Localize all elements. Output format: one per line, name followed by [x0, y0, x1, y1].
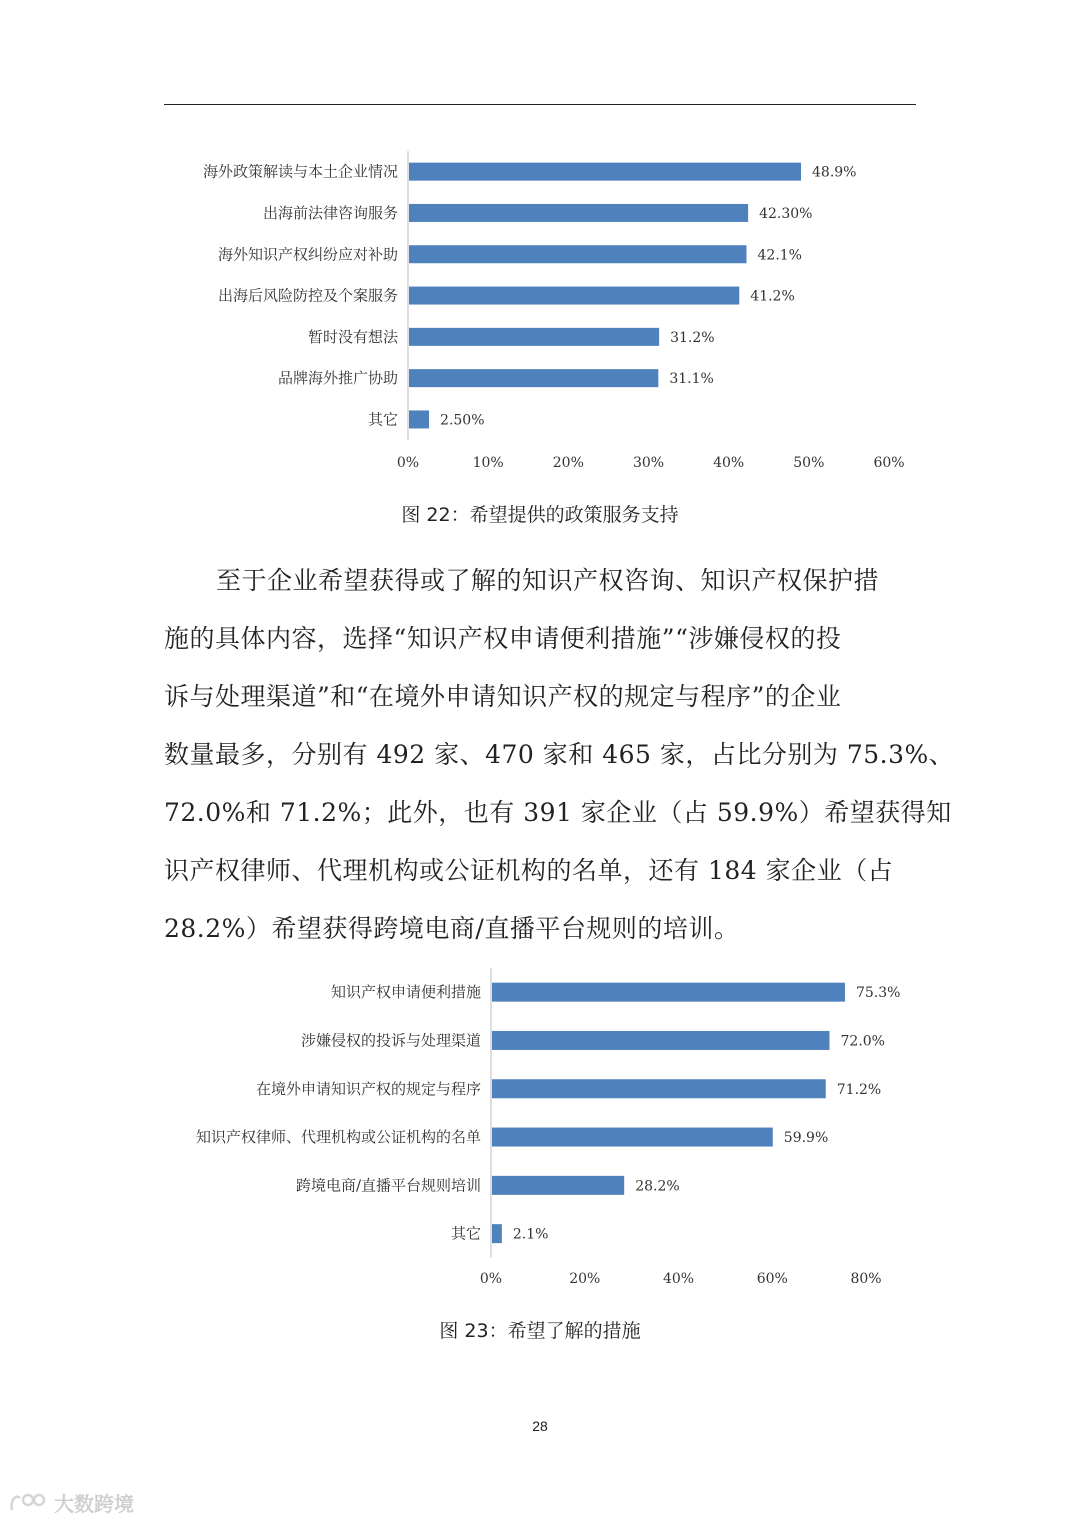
- figure-22-caption: 图 22：希望提供的政策服务支持: [401, 504, 679, 526]
- tick-label: 60%: [756, 1271, 788, 1287]
- category-label: 在境外申请知识产权的规定与程序: [255, 1079, 481, 1098]
- category-label: 其它: [450, 1224, 481, 1243]
- figure-23-caption: 图 23：希望了解的措施: [439, 1320, 641, 1342]
- tick-label: 80%: [850, 1271, 882, 1287]
- data-label: 31.1%: [669, 371, 714, 388]
- paragraph-line: 至于企业希望获得或了解的知识产权咨询、知识产权保护措: [216, 566, 880, 595]
- data-label: 2.50%: [440, 412, 485, 429]
- data-label: 48.9%: [812, 164, 857, 181]
- tick-label: 10%: [472, 455, 504, 471]
- tick-label: 0%: [479, 1271, 503, 1287]
- tick-label: 40%: [662, 1271, 695, 1287]
- category-label: 涉嫌侵权的投诉与处理渠道: [300, 1031, 481, 1050]
- category-label: 出海前法律咨询服务: [262, 203, 398, 222]
- data-label: 41.2%: [750, 288, 795, 305]
- data-label: 28.2%: [635, 1178, 680, 1195]
- category-label: 跨境电商/直播平台规则培训: [295, 1176, 481, 1195]
- data-label: 59.9%: [783, 1130, 829, 1147]
- bar: [492, 1224, 502, 1243]
- tick-label: 20%: [569, 1271, 601, 1287]
- bar: [492, 1079, 826, 1098]
- category-label: 知识产权律师、代理机构或公证机构的名单: [195, 1128, 481, 1147]
- category-label: 海外政策解读与本土企业情况: [202, 162, 398, 181]
- watermark-text: 大数跨境: [54, 1492, 134, 1516]
- tick-label: 30%: [632, 455, 665, 471]
- tick-label: 0%: [396, 455, 420, 471]
- bar: [492, 1128, 773, 1147]
- data-label: 42.1%: [757, 247, 802, 264]
- paragraph-line: 72.0%和 71.2%；此外，也有 391 家企业（占 59.9%）希望获得知: [164, 798, 952, 827]
- data-label: 72.0%: [840, 1033, 885, 1050]
- data-label: 71.2%: [836, 1081, 882, 1098]
- category-label: 暂时没有想法: [307, 327, 398, 346]
- tick-label: 60%: [873, 455, 905, 471]
- data-label: 75.3%: [855, 985, 901, 1002]
- bar: [492, 1031, 830, 1050]
- paragraph-line: 数量最多，分别有 492 家、470 家和 465 家，占比分别为 75.3%、: [164, 740, 955, 769]
- watermark-logo-icon: [8, 1490, 48, 1516]
- page-number: 28: [532, 1418, 548, 1434]
- bar: [492, 983, 845, 1002]
- tick-label: 50%: [793, 455, 825, 471]
- watermark: [8, 1488, 134, 1517]
- paragraph-line: 诉与处理渠道”和“在境外申请知识产权的规定与程序”的企业: [164, 682, 842, 711]
- tick-label: 40%: [713, 455, 745, 471]
- tick-label: 20%: [552, 455, 584, 471]
- category-label: 知识产权申请便利措施: [330, 983, 481, 1002]
- category-label: 海外知识产权纠纷应对补助: [217, 245, 398, 264]
- category-label: 品牌海外推广协助: [277, 369, 398, 388]
- paragraph-line: 施的具体内容，选择“知识产权申请便利措施”“涉嫌侵权的投: [164, 624, 842, 653]
- paragraph-line: 识产权律师、代理机构或公证机构的名单，还有 184 家企业（占: [164, 856, 894, 885]
- bar: [492, 1176, 624, 1195]
- category-label: 其它: [367, 410, 398, 429]
- data-label: 2.1%: [512, 1226, 549, 1243]
- data-label: 31.2%: [670, 329, 715, 346]
- data-label: 42.30%: [759, 205, 813, 222]
- category-label: 出海后风险防控及个案服务: [217, 286, 398, 305]
- paragraph-line: 28.2%）希望获得跨境电商/直播平台规则的培训。: [164, 914, 740, 943]
